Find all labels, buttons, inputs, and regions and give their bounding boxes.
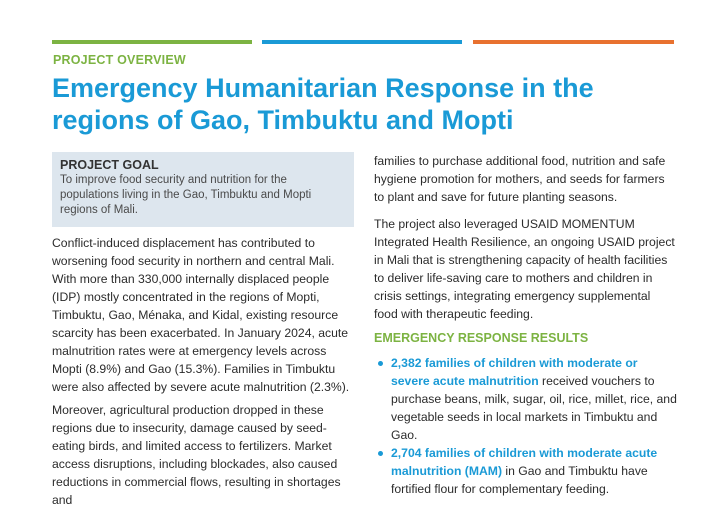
right-paragraph-1-text: families to purchase additional food, nutrition and safe hygiene promotion for mothers, and seeds for farmers to plant and save for future planting seasons. xyxy=(374,154,666,204)
bullet-icon xyxy=(378,451,383,456)
section-eyebrow: PROJECT OVERVIEW xyxy=(53,53,186,67)
result-highlight: 2,704 families of children with moderate acute malnutrition (MAM) xyxy=(391,446,658,478)
project-goal-text: To improve food security and nutrition for the populations living in the Gao, Timbuktu and Mopti regions of Mali. xyxy=(60,174,312,216)
left-paragraph-1 xyxy=(52,234,357,396)
list-item xyxy=(374,354,678,444)
left-paragraph-2-text: Moreover, agricultural production dropped in these regions due to insecurity, damage caused by seed-eating birds, and limited access to fertilizers. Market access disruptions, including blockades, also caused reductions in commercial flows, resulting in shortages and xyxy=(52,403,341,507)
results-list xyxy=(374,354,678,498)
project-goal-box xyxy=(52,152,354,227)
right-paragraph-2-text: The project also leveraged USAID MOMENTUM Integrated Health Resilience, an ongoing USAID project in Mali that is strengthening capacity of health facilities to deliver life-saving care to mothers and children in crisis settings, integrating emergency supplemental food with therapeutic feeding. xyxy=(374,217,675,321)
right-paragraph-2 xyxy=(374,215,676,323)
result-text: in Gao and Timbuktu have fortified flour for complementary feeding. xyxy=(391,464,648,496)
result-text: received vouchers to purchase beans, milk, sugar, oil, rice, millet, rice, and vegetable seeds in local markets in Timbuktu and Gao. xyxy=(391,374,677,442)
result-highlight: 2,382 families of children with moderate or severe acute malnutrition xyxy=(391,356,638,388)
left-paragraph-1-text: Conflict-induced displacement has contributed to worsening food security in northern and central Mali. With more than 330,000 internally displaced people (IDP) mostly concentrated in the regions of Mopti, Timbuktu, Gao, Ménaka, and Kidal, existing resource scarcity has been exacerbated. In January 2024, acute malnutrition rates were at emergency levels across Mopti (8.9%) and Gao (15.3%). Families in Timbuktu were also affected by severe acute malnutrition (2.3%). xyxy=(52,236,350,394)
left-paragraph-2 xyxy=(52,401,357,509)
list-item xyxy=(374,444,678,498)
accent-bar-green xyxy=(52,40,252,44)
accent-bar-blue xyxy=(262,40,462,44)
right-paragraph-1 xyxy=(374,152,676,206)
accent-bar-orange xyxy=(473,40,674,44)
project-goal-heading: PROJECT GOAL xyxy=(60,158,159,172)
results-heading: EMERGENCY RESPONSE RESULTS xyxy=(374,331,589,345)
page-title: Emergency Humanitarian Response in the regions of Gao, Timbuktu and Mopti xyxy=(52,73,594,135)
bullet-icon xyxy=(378,361,383,366)
